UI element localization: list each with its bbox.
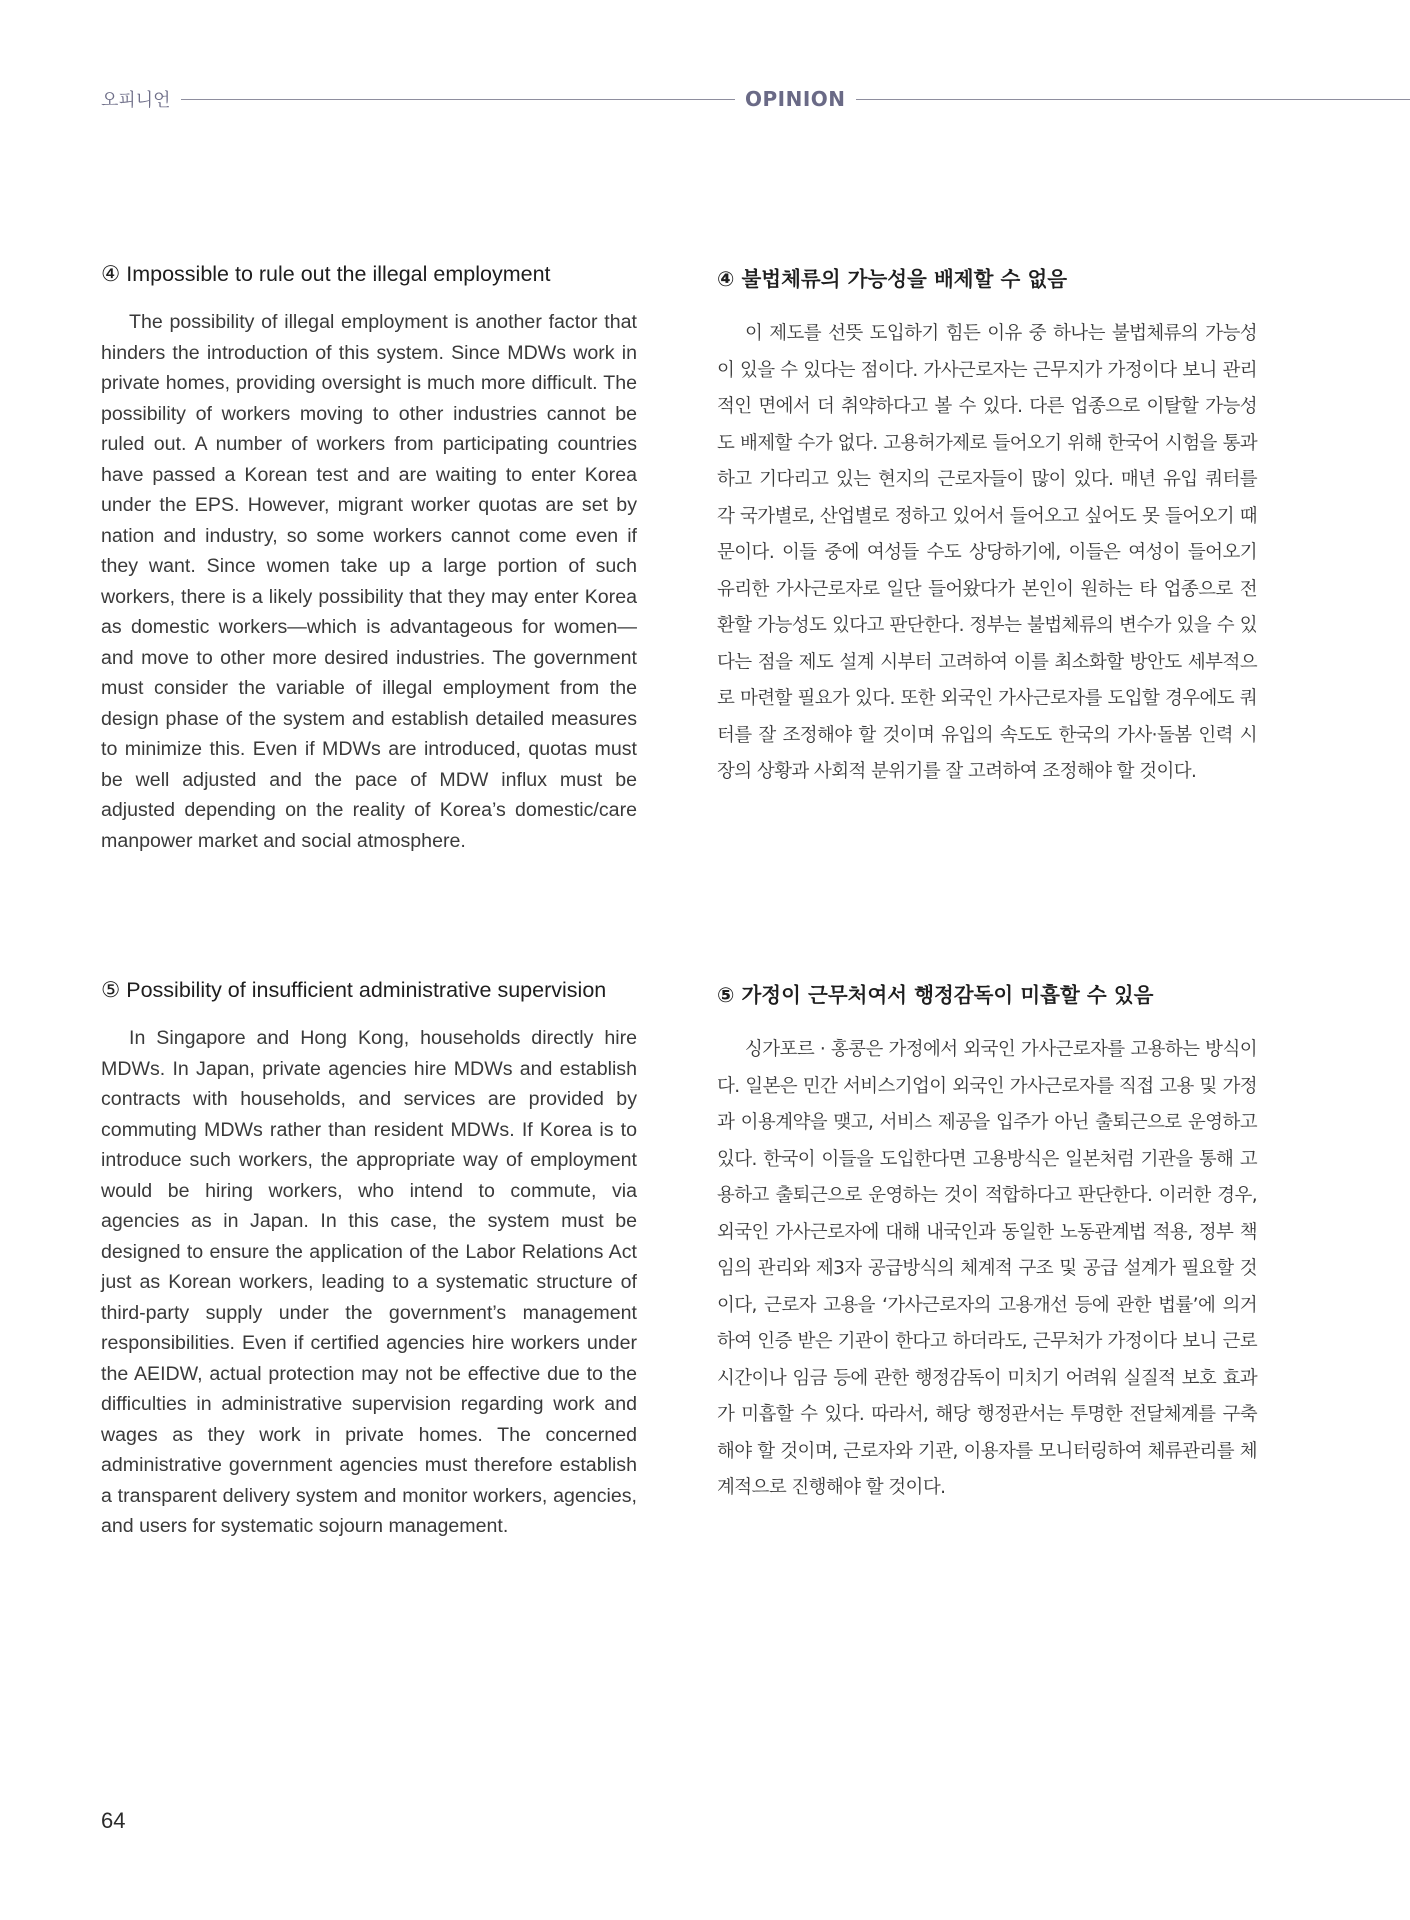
page-number: 64 — [101, 1808, 126, 1833]
header-rule-right — [856, 99, 1410, 100]
section-4-english — [101, 262, 637, 856]
section-5-english — [101, 978, 637, 1542]
section-5-heading-ko: ⑤ 가정이 근무처여서 행정감독이 미흡할 수 있음 — [717, 983, 1154, 1007]
section-4-korean — [717, 262, 1257, 791]
header-section-en: OPINION — [745, 87, 846, 111]
header-rule-left — [181, 99, 735, 100]
section-4-heading-en: ④ Impossible to rule out the illegal employment — [101, 262, 551, 286]
section-4-body-en: The possibility of illegal employment is another factor that hinders the introduction of this system. Since MDWs work in private homes, providing oversight is much more difficult. The possibility of workers moving to other industries cannot be ruled out. A number of workers from participating countries have passed a Korean test and are waiting to enter Korea under the EPS. However, migrant worker quotas are set by nation and industry, so some workers cannot come even if they want. Since women take up a large portion of such workers, there is a likely possibility that they may enter Korea as domestic workers—which is advantageous for women—and move to other more desired industries. The government must consider the variable of illegal employment from the design phase of the system and establish detailed measures to minimize this. Even if MDWs are introduced, quotas must be well adjusted and the pace of MDW influx must be adjusted depending on the reality of Korea’s domestic/care manpower market and social atmosphere. — [101, 311, 637, 852]
section-5-korean — [717, 978, 1257, 1507]
section-5-body-ko: 싱가포르 · 홍콩은 가정에서 외국인 가사근로자를 고용하는 방식이다. 일본은 민간 서비스기업이 외국인 가사근로자를 직접 고용 및 가정과 이용계약을 맺고, 서비스 제공을 입주가 아닌 출퇴근으로 운영하고 있다. 한국이 이들을 도입한다면 고용방식은 일본처럼 기관을 통해 고용하고 출퇴근으로 운영하는 것이 적합하다고 판단한다. 이러한 경우, 외국인 가사근로자에 대해 내국인과 동일한 노동관계법 적용, 정부 책임의 관리와 제3자 공급방식의 체계적 구조 및 공급 설계가 필요할 것이다, 근로자 고용을 ‘가사근로자의 고용개선 등에 관한 법률’에 의거하여 인증 받은 기관이 한다고 하더라도, 근무처가 가정이다 보니 근로시간이나 임금 등에 관한 행정감독이 미치기 어려워 실질적 보호 효과가 미흡할 수 있다. 따라서, 해당 행정관서는 투명한 전달체계를 구축해야 할 것이며, 근로자와 기관, 이용자를 모니터링하여 체류관리를 체계적으로 진행해야 할 것이다. — [717, 1039, 1257, 1498]
section-4-body-ko: 이 제도를 선뜻 도입하기 힘든 이유 중 하나는 불법체류의 가능성이 있을 수 있다는 점이다. 가사근로자는 근무지가 가정이다 보니 관리적인 면에서 더 취약하다고 볼 수 있다. 다른 업종으로 이탈할 가능성도 배제할 수가 없다. 고용허가제로 들어오기 위해 한국어 시험을 통과하고 기다리고 있는 현지의 근로자들이 많이 있다. 매년 유입 쿼터를 각 국가별로, 산업별로 정하고 있어서 들어오고 싶어도 못 들어오기 때문이다. 이들 중에 여성들 수도 상당하기에, 이들은 여성이 들어오기 유리한 가사근로자로 일단 들어왔다가 본인이 원하는 타 업종으로 전환할 가능성도 있다고 판단한다. 정부는 불법체류의 변수가 있을 수 있다는 점을 제도 설계 시부터 고려하여 이를 최소화할 방안도 세부적으로 마련할 필요가 있다. 또한 외국인 가사근로자를 도입할 경우에도 쿼터를 잘 조정해야 할 것이며 유입의 속도도 한국의 가사·돌봄 인력 시장의 상황과 사회적 분위기를 잘 고려하여 조정해야 할 것이다. — [717, 323, 1257, 782]
running-header — [101, 84, 1410, 114]
section-5-body-en: In Singapore and Hong Kong, households directly hire MDWs. In Japan, private agencies hire MDWs and establish contracts with households, and services are provided by commuting MDWs rather than resident MDWs. If Korea is to introduce such workers, the appropriate way of employment would be hiring workers, who intend to commute, via agencies as in Japan. In this case, the system must be designed to ensure the application of the Labor Relations Act just as Korean workers, leading to a systematic structure of third-party supply under the government’s management responsibilities. Even if certified agencies hire workers under the AEIDW, actual protection may not be effective due to the difficulties in administrative supervision regarding work and wages as they work in private homes. The concerned administrative government agencies must therefore establish a transparent delivery system and monitor workers, agencies, and users for systematic sojourn management. — [101, 1027, 637, 1537]
section-5-heading-en: ⑤ Possibility of insufficient administrative supervision — [101, 978, 607, 1002]
header-section-ko: 오피니언 — [101, 90, 171, 111]
section-4-heading-ko: ④ 불법체류의 가능성을 배제할 수 없음 — [717, 267, 1068, 291]
